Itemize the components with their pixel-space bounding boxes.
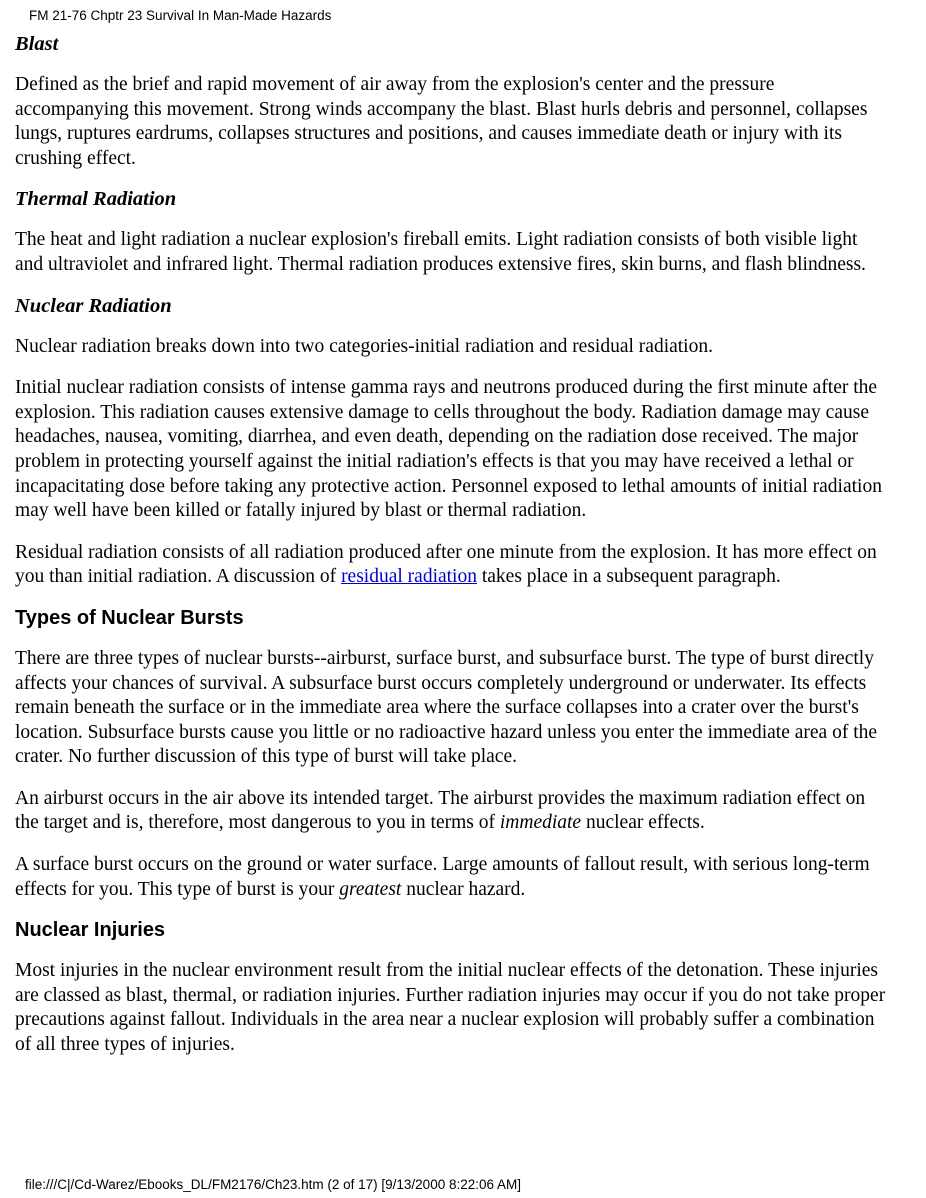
- airburst-text-pre: An airburst occurs in the air above its intended target. The airburst provides the maximum radiation effect on the target and is, therefore, most dangerous to you in terms of: [15, 787, 866, 834]
- airburst-text-post: nuclear effects.: [581, 812, 705, 834]
- heading-thermal-radiation: Thermal Radiation: [15, 188, 177, 211]
- paragraph-radiation-categories: Nuclear radiation breaks down into two categories-initial radiation and residual radiation.: [15, 335, 713, 357]
- paragraph-initial-radiation: Initial nuclear radiation consists of intense gamma rays and neutrons produced during the first minute after the explosion. This radiation causes extensive damage to cells throughout the body. Radiation damage may cause headaches, nausea, vomiting, diarrhea, and even death, depending on the radiation dose received. The major problem in protecting yourself against the initial radiation's effects is that you may have received a lethal or incapacitating dose before taking any protective action. Personnel exposed to lethal amounts of initial radiation may well have been killed or fatally injured by blast or thermal radiation.: [15, 377, 882, 522]
- heading-blast: Blast: [15, 33, 59, 55]
- heading-nuclear-radiation: Nuclear Radiation: [15, 294, 172, 317]
- heading-types-of-nuclear-bursts: Types of Nuclear Bursts: [15, 606, 244, 629]
- page-footer-note: file:///C|/Cd-Warez/Ebooks_DL/FM2176/Ch23.htm (2 of 17) [9/13/2000 8:22:06 AM]: [25, 1177, 522, 1192]
- paragraph-thermal-radiation: The heat and light radiation a nuclear explosion's fireball emits. Light radiation consists of both visible light and ultraviolet and infrared light. Thermal radiation produces extensive fires, skin burns, and flash blindness.: [15, 229, 866, 275]
- paragraph-airburst: [15, 787, 888, 836]
- paragraph-surface-burst: [15, 853, 888, 902]
- paragraph-blast: Defined as the brief and rapid movement of air away from the explosion's center and the pressure accompanying this movement. Strong winds accompany the blast. Blast hurls debris and personnel, collapses lungs, ruptures eardrums, collapses structures and positions, and causes immediate death or injury with its crushing effect.: [15, 74, 868, 169]
- page-header-note: FM 21-76 Chptr 23 Survival In Man-Made Hazards: [29, 8, 332, 23]
- heading-nuclear-injuries: Nuclear Injuries: [15, 919, 166, 942]
- residual-paragraph-text-post: takes place in a subsequent paragraph.: [476, 566, 781, 588]
- paragraph-nuclear-injuries: Most injuries in the nuclear environment result from the initial nuclear effects of the detonation. These injuries are classed as blast, thermal, or radiation injuries. Further radiation injuries may occur if you do not take proper precautions against fallout. Individuals in the area near a nuclear explosion will probably suffer a combination of all three types of injuries.: [15, 960, 886, 1056]
- surface-burst-text-pre: A surface burst occurs on the ground or water surface. Large amounts of fallout result, with serious long-term effects for you. This type of burst is your: [15, 854, 870, 900]
- surface-burst-text-post: nuclear hazard.: [401, 878, 526, 900]
- paragraph-residual-radiation: [15, 541, 888, 590]
- surface-burst-emphasis-greatest: greatest: [339, 878, 402, 900]
- residual-paragraph-text-pre: Residual radiation consists of all radiation produced after one minute from the explosion. It has more effect on you than initial radiation. A discussion of: [15, 541, 877, 588]
- paragraph-burst-types-overview: There are three types of nuclear bursts--airburst, surface burst, and subsurface burst. The type of burst directly affects your chances of survival. A subsurface burst occurs completely underground or underwater. Its effects remain beneath the surface or in the immediate area where the surface collapses into a crater over the burst's location. Subsurface bursts cause you little or no radioactive hazard unless you enter the immediate area of the crater. No further discussion of this type of burst will take place.: [15, 647, 878, 768]
- airburst-emphasis-immediate: immediate: [499, 812, 582, 834]
- residual-radiation-link[interactable]: residual radiation: [341, 566, 477, 588]
